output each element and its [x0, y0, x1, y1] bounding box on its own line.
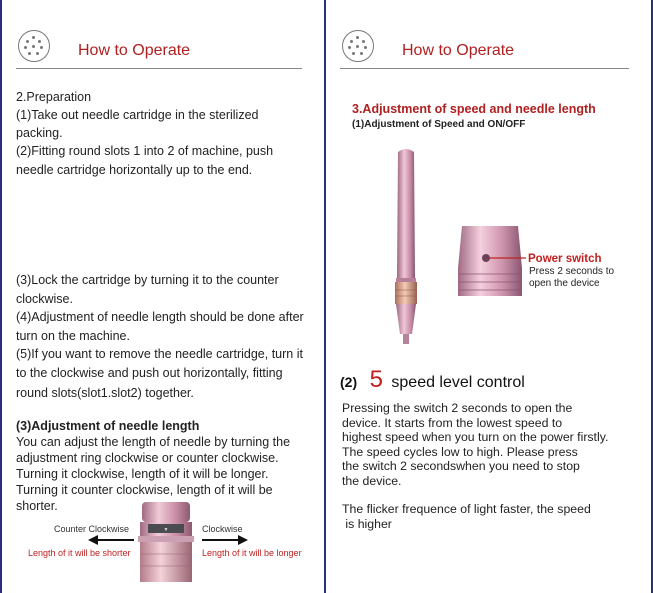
- left-header: [16, 28, 302, 69]
- speed-paragraph-line-3: highest speed when you turn on the power firstly.: [342, 430, 609, 444]
- adjustment-line-4: Turning it counter clockwise, length of it will be: [16, 483, 273, 497]
- section-title: 3.Adjustment of speed and needle length: [352, 102, 596, 116]
- prep-step-3a: (3)Lock the cartridge by turning it to the counter: [16, 273, 279, 287]
- prep-step-2a: (2)Fitting round slots 1 into 2 of machine, push: [16, 144, 274, 158]
- prep-step-5c: round slots(slot1.slot2) together.: [16, 386, 194, 400]
- prep-step-4a: (4)Adjustment of needle length should be done after: [16, 310, 304, 324]
- logo-icon: [18, 30, 50, 62]
- right-header: [340, 28, 629, 69]
- flicker-line-1: The flicker frequence of light faster, the speed: [342, 502, 591, 516]
- prep-step-2b: needle cartridge horizontally up to the end.: [16, 163, 253, 177]
- prep-step-3b: clockwise.: [16, 292, 73, 306]
- prep-step-5a: (5)If you want to remove the needle cartridge, turn it: [16, 347, 303, 361]
- adjustment-line-3: Turning it clockwise, length of it will be longer.: [16, 467, 269, 481]
- press-instruction-2: open the device: [529, 278, 600, 289]
- left-header-title: How to Operate: [78, 42, 191, 59]
- adjustment-ring-image: [136, 502, 196, 582]
- adjustment-line-1: You can adjust the length of needle by turning the: [16, 435, 291, 449]
- prep-step-5b: to the clockwise and push out horizontally, fitting: [16, 366, 283, 380]
- pen-device-image: [386, 148, 426, 346]
- power-switch-label: Power switch: [528, 253, 602, 265]
- power-switch-image: [454, 222, 526, 300]
- shorter-label: Length of it will be shorter: [28, 548, 131, 558]
- speed-number: (2): [340, 374, 358, 390]
- speed-big-five: 5: [369, 366, 383, 393]
- prep-step-1a: (1)Take out needle cartridge in the sterilized: [16, 108, 259, 122]
- adjustment-line-2: adjustment ring clockwise or counter clockwise.: [16, 451, 279, 465]
- flicker-line-2: is higher: [342, 516, 392, 531]
- speed-text: speed level control: [391, 374, 525, 391]
- logo-icon: [342, 30, 374, 62]
- right-page: [326, 0, 653, 593]
- left-page: [0, 0, 326, 593]
- adjustment-heading: (3)Adjustment of needle length: [16, 419, 200, 433]
- prep-step-4b: turn on the machine.: [16, 329, 130, 343]
- speed-heading: [340, 366, 525, 392]
- left-arrow-icon: [88, 534, 136, 546]
- prep-heading: 2.Preparation: [16, 90, 92, 104]
- right-arrow-icon: [200, 534, 248, 546]
- clockwise-label: Clockwise: [202, 524, 243, 534]
- speed-paragraph-line-4: The speed cycles low to high. Please press: [342, 444, 578, 459]
- longer-label: Length of it will be longer: [202, 548, 302, 558]
- press-instruction-1: Press 2 seconds to: [529, 266, 615, 277]
- prep-step-1b: packing.: [16, 126, 63, 140]
- speed-paragraph-line-6: the device.: [342, 473, 402, 488]
- speed-paragraph-line-2: device. It starts from the lowest speed to: [342, 415, 563, 430]
- speed-paragraph-line-5: the switch 2 secondswhen you need to stop: [342, 459, 580, 473]
- sub-title: (1)Adjustment of Speed and ON/OFF: [352, 119, 526, 130]
- counter-clockwise-label: Counter Clockwise: [54, 524, 130, 534]
- right-header-title: How to Operate: [402, 42, 515, 59]
- speed-paragraph-line-1: Pressing the switch 2 seconds to open the: [342, 401, 573, 415]
- svg-text:▼: ▼: [163, 527, 169, 533]
- adjustment-line-5: shorter.: [16, 499, 58, 513]
